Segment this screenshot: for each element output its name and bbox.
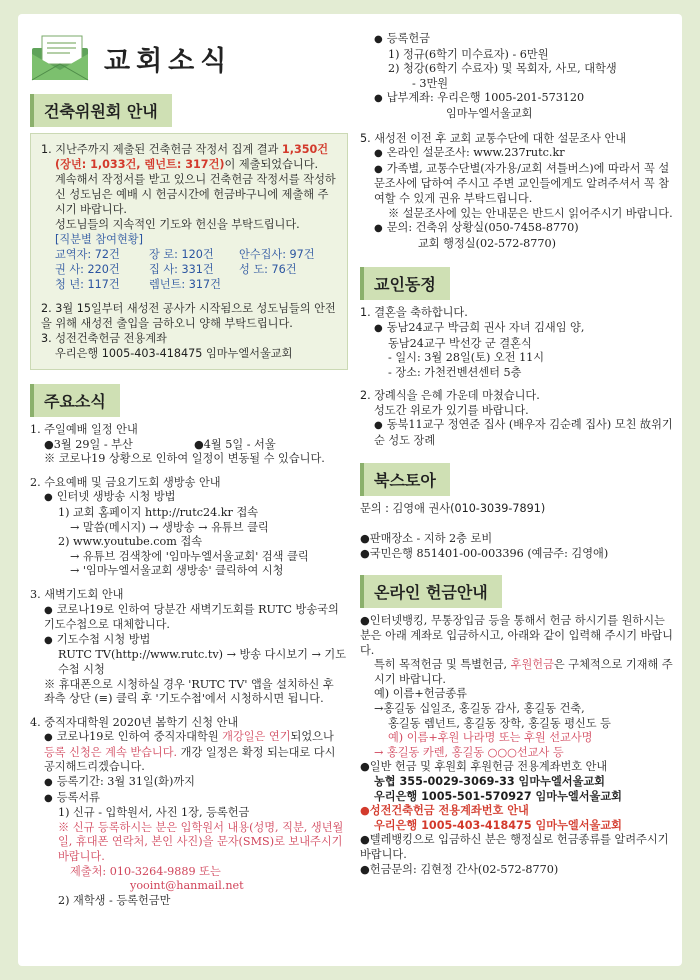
status-cell: 안수집사: 97건 <box>239 248 315 261</box>
status-cell: 집 사: 331건 <box>149 263 214 276</box>
bookstore-contact: 문의 : 김영애 권사(010-3039-7891) <box>360 501 546 515</box>
news-item-4 <box>30 716 348 909</box>
news-item-2 <box>30 476 348 579</box>
offering-14: ●헌금문의: 김현정 간사(02-572-8770) <box>360 862 559 876</box>
envelope-icon <box>30 34 92 82</box>
page-title-area <box>30 28 348 88</box>
offering-2 <box>360 658 678 687</box>
offering-2-text: 은 구체적으로 기재해 주시기 바랍니다. <box>374 658 673 686</box>
offering-7: → 홍길동 카렌, 홍길동 ○○○선교사 등 <box>374 745 564 759</box>
members-2-title: 2. 장례식을 은혜 가운데 마쳤습니다. <box>360 389 540 403</box>
news-1-date-a: ●3월 29일 - 부산 <box>44 437 133 451</box>
building-item-2: 2. 3월 15일부터 새성전 공사가 시작됨으로 성도님들의 안전을 위해 새성전 출입을 금하오니 양해 부탁드립니다. <box>41 302 336 330</box>
building-breakdown: (장년: 1,033건, 렘넌트: 317건) <box>55 158 225 171</box>
survey-link[interactable]: ● 온라인 설문조사: www.237rutc.kr <box>360 146 678 162</box>
left-column <box>30 94 348 908</box>
news-3-b: ● 기도수첩 시청 방법 <box>30 633 348 649</box>
fee-title: ● 등록헌금 <box>360 32 678 48</box>
news-3-title: 3. 새벽기도회 안내 <box>30 587 124 601</box>
bookstore-account: ●국민은행 851401-00-003396 (예금주: 김영애) <box>360 546 609 560</box>
members-2-a: ● 동북11교구 정연준 집사 (배우자 김순례 집사) 모친 故위기순 성도 장례 <box>360 418 678 448</box>
registration-fees <box>360 32 678 122</box>
status-cell: 청 년: 117건 <box>55 278 120 291</box>
members-1-title: 1. 결혼을 축하합니다. <box>360 306 468 320</box>
survey-contact-2: 교회 행정실(02-572-8770) <box>418 236 556 250</box>
fee-audit-price: - 3만원 <box>412 76 449 90</box>
fee-audit: 2) 청강(6학기 수료자) 및 목회자, 사모, 대학생 <box>388 62 617 76</box>
news-4-title: 4. 중직자대학원 2020년 봄학기 신청 안내 <box>30 715 239 729</box>
members-heading: 교인동정 <box>360 267 450 300</box>
building-heading: 건축위원회 안내 <box>30 94 172 127</box>
building-account: 우리은행 1005-403-418475 임마누엘서울교회 <box>55 347 293 360</box>
news-4-a-text: 코로나19로 인하여 중직자대학원 <box>56 730 223 744</box>
status-cell: 장 로: 120건 <box>149 248 214 261</box>
offering-4: →홍길동 십일조, 홍길동 감사, 홍길동 건축, <box>374 702 585 715</box>
news-2-f: → '임마누엘서울교회 생방송' 클릭하여 시청 <box>70 564 284 578</box>
status-cell: 렘넌트: 317건 <box>149 278 221 291</box>
news-4-e: ※ 신규 등록하시는 분은 입학원서 내용(성명, 직분, 생년월일, 휴대폰 연락처, 본인 사진)을 문자(SMS)로 보내주시기 바랍니다. <box>58 820 344 864</box>
offering-13: ●텔레뱅킹으로 입금하신 분은 행정실로 헌금종류를 알려주시기 바랍니다. <box>360 833 669 861</box>
status-cell: 권 사: 220건 <box>55 263 120 276</box>
survey-note: ※ 설문조사에 있는 안내문은 반드시 읽어주시기 바랍니다. <box>388 206 673 220</box>
status-cell: 성 도: 76건 <box>239 263 297 276</box>
offering-2-highlight: 후원헌금 <box>510 658 554 672</box>
status-row <box>55 247 337 262</box>
news-section <box>30 423 348 908</box>
bookstore-section <box>360 502 678 562</box>
news-4-d: 1) 신규 - 입학원서, 사진 1장, 등록헌금 <box>58 806 250 820</box>
offering-1: ●인터넷뱅킹, 무통장입금 등을 통해서 헌금 하시기를 원하시는 분은 아래 계좌로 입금하시고, 아래와 같이 입력해 주시기 바랍니다. <box>360 614 673 657</box>
members-1-a: ● 동남24교구 박금희 권사 자녀 김새임 양, <box>360 321 678 337</box>
offering-account-woori: 우리은행 1005-501-570927 임마누엘서울교회 <box>374 789 622 803</box>
offering-heading: 온라인 헌금안내 <box>360 575 502 608</box>
news-2-c: → 말씀(메시지) → 생방송 → 유튜브 클릭 <box>70 520 269 534</box>
status-cell: 교역자: 72건 <box>55 248 120 261</box>
news-4-a-text: 개강 일정은 확정 되는대로 다시 공지해드리겠습니다. <box>44 745 336 774</box>
status-row <box>55 277 337 292</box>
news-4-b: ● 등록기간: 3월 31일(화)까지 <box>30 775 348 791</box>
bookstore-heading: 북스토아 <box>360 463 450 496</box>
news-4-a <box>30 730 348 775</box>
news-1-note: ※ 코로나19 상황으로 인하여 일정이 변동될 수 있습니다. <box>44 452 325 466</box>
news-4-c: ● 등록서류 <box>30 791 348 807</box>
offering-account-nh: 농협 355-0029-3069-33 임마누엘서울교회 <box>374 774 605 788</box>
members-2-sub: 성도간 위로가 있기를 바랍니다. <box>374 403 529 417</box>
offering-3: 예) 이름+헌금종류 <box>374 687 467 701</box>
news-4-f: 제출처: 010-3264-9889 또는 <box>70 864 221 878</box>
offering-8: ●일반 헌금 및 후원회 후원헌금 전용계좌번호 안내 <box>360 760 608 774</box>
building-account-title: 3. 성전건축헌금 전용계좌 <box>41 332 167 345</box>
news-1-dates <box>30 438 348 453</box>
news-heading: 주요소식 <box>30 384 120 417</box>
news-3-a: ● 코로나19로 인하여 당분간 새벽기도회를 RUTC 방송국의 기도수첩으로 대체합니다. <box>30 603 348 633</box>
page-title: 교회소식 <box>104 45 233 77</box>
fee-account: ● 납부계좌: 우리은행 1005-201-573120 <box>360 91 678 107</box>
members-section <box>360 306 678 448</box>
building-item-1-request: 성도님들의 지속적인 기도와 헌신을 부탁드립니다. <box>55 218 300 231</box>
news-4-g[interactable]: yooint@hanmail.net <box>130 879 244 893</box>
offering-11: ●성전건축헌금 전용계좌번호 안내 <box>360 804 529 818</box>
status-row <box>55 262 337 277</box>
fee-account-name: 임마누엘서울교회 <box>446 106 533 120</box>
bulletin-page <box>18 14 682 966</box>
members-1-b: 동남24교구 박선강 군 결혼식 <box>388 336 532 350</box>
news-3-c: RUTC TV(http://www.rutc.tv) → 방송 다시보기 → 기도수첩 시청 <box>58 648 346 676</box>
building-item-1-end: 이 제출되었습니다. <box>224 158 319 171</box>
building-count: 1,350건 <box>281 143 329 156</box>
news-2-e: → 유튜브 검색창에 '임마누엘서울교회' 검색 클릭 <box>70 549 309 563</box>
news-item-1 <box>30 423 348 467</box>
offering-account-building: 우리은행 1005-403-418475 임마누엘서울교회 <box>374 818 622 832</box>
survey-desc: ● 가족별, 교통수단별(자가용/교회 셔틀버스)에 따라서 꼭 설문조사에 답하여 주시고 주변 교인들에게도 알려주셔서 꼭 참여할 수 있게 권유 부탁드립니다. <box>360 162 678 207</box>
building-item-3 <box>41 331 337 361</box>
status-cell <box>239 277 337 292</box>
building-item-1-detail: 계속해서 작정서를 받고 있으니 건축헌금 작정서를 작성하신 성도님은 예배 시 헌금시간에 헌금바구니에 제출해 주시기 바랍니다. <box>55 173 336 216</box>
news-4-h: 2) 재학생 - 등록헌금만 <box>58 893 171 907</box>
news-2-d[interactable]: 2) www.youtube.com 접속 <box>58 535 203 549</box>
members-1-d: - 장소: 가천컨벤션센터 5층 <box>388 365 522 379</box>
news-3-d: ※ 휴대폰으로 시청하실 경우 'RUTC TV' 앱을 설치하신 후 좌측 상단 (≡) 클릭 후 '기도수첩'에서 시청하시면 됩니다. <box>44 677 334 706</box>
building-item-1-text: 1. 지난주까지 제출된 건축헌금 작정서 집계 결과 <box>41 143 282 156</box>
members-1-c: - 일시: 3월 28일(토) 오전 11시 <box>388 351 545 365</box>
news-4-a-highlight: 개강일은 연기 <box>222 730 291 744</box>
right-column <box>360 32 678 877</box>
news-1-title: 1. 주일예배 일정 안내 <box>30 423 138 436</box>
news-2-a: ● 인터넷 생방송 시청 방법 <box>30 490 348 506</box>
news-4-a-text: 되었으나 <box>290 730 334 744</box>
offering-6: 예) 이름+후원 나라명 또는 후원 선교사명 <box>388 731 593 745</box>
offering-section <box>360 614 678 877</box>
offering-5: 홍길동 렘넌트, 홍길동 장학, 홍길동 평신도 등 <box>388 716 611 730</box>
bookstore-location: ●판매장소 - 지하 2층 로비 <box>360 532 493 546</box>
survey-section <box>360 132 678 252</box>
news-1-date-b: ●4월 5일 - 서울 <box>194 437 276 451</box>
survey-title: 5. 새성전 이전 후 교회 교통수단에 대한 설문조사 안내 <box>360 131 627 145</box>
news-2-title: 2. 수요예배 및 금요기도회 생방송 안내 <box>30 475 221 489</box>
status-block <box>41 232 337 292</box>
news-item-3 <box>30 588 348 707</box>
survey-contact: ● 문의: 건축위 상황실(050-7458-8770) <box>360 221 678 237</box>
news-4-a-highlight: 등록 신청은 계속 받습니다. <box>44 745 178 759</box>
building-box <box>30 133 348 370</box>
news-2-b[interactable]: 1) 교회 홈페이지 http://rutc24.kr 접속 <box>58 505 259 519</box>
fee-regular: 1) 정규(6학기 미수료자) - 6만원 <box>388 47 549 61</box>
building-item-1 <box>41 142 337 232</box>
offering-2-text: 특히 목적헌금 및 특별헌금, <box>374 658 511 672</box>
status-title: [직분별 참여현황] <box>55 233 143 246</box>
